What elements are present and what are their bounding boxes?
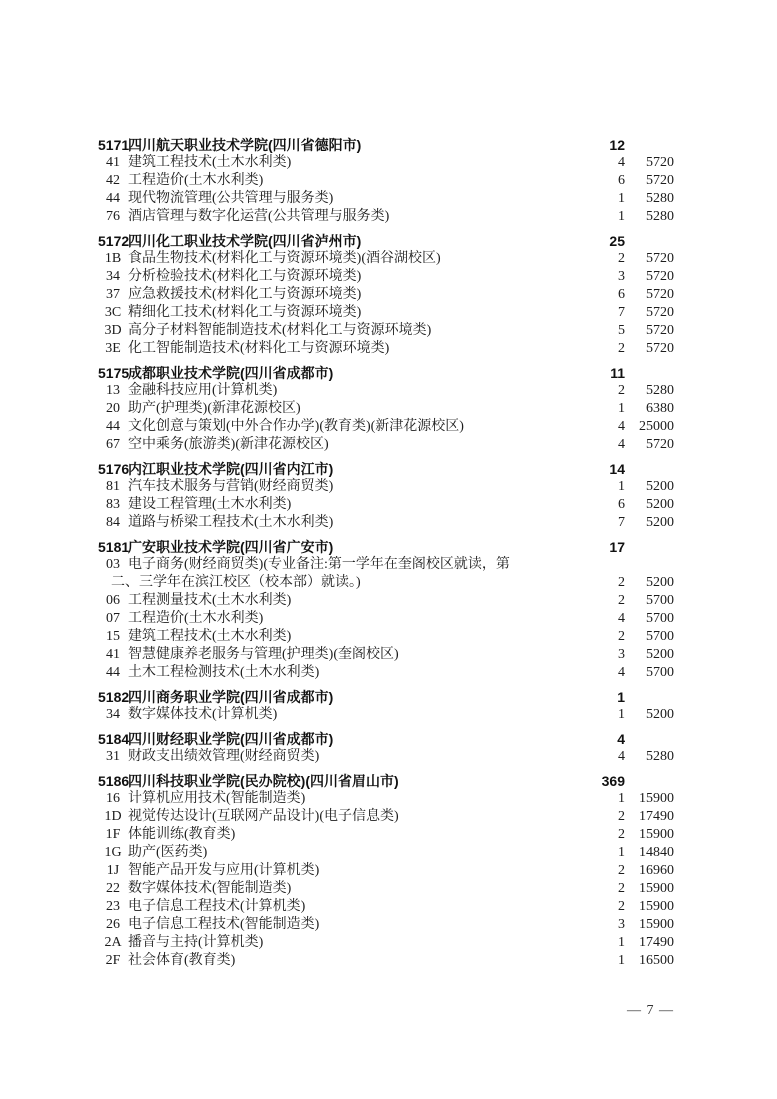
tuition-fee: 5720 — [646, 155, 674, 170]
institution-section — [0, 232, 777, 358]
tuition-fee: 6380 — [646, 401, 674, 416]
institution-code: 5172 — [98, 233, 130, 249]
tuition-fee: 17490 — [639, 809, 674, 824]
institution-total-count: 369 — [601, 773, 625, 789]
major-code: 3D — [104, 323, 122, 338]
institution-name: 四川化工职业技术学院(四川省泸州市) — [128, 233, 362, 249]
major-name: 分析检验技术(材料化工与资源环境类) — [128, 269, 362, 284]
institution-header-row — [0, 538, 777, 556]
major-name: 电子商务(财经商贸类)(专业备注:第一学年在奎阁校区就读，第 — [128, 557, 510, 572]
tuition-fee: 5200 — [646, 647, 674, 662]
major-row — [0, 646, 777, 664]
major-row — [0, 934, 777, 952]
institution-code: 5186 — [98, 773, 130, 789]
major-code: 2A — [104, 935, 122, 950]
tuition-fee: 16960 — [639, 863, 674, 878]
institution-code: 5176 — [98, 461, 130, 477]
plan-count: 1 — [618, 209, 625, 224]
major-row — [0, 952, 777, 970]
tuition-fee: 14840 — [639, 845, 674, 860]
plan-count: 3 — [618, 269, 625, 284]
plan-count: 2 — [618, 881, 625, 896]
plan-count: 1 — [618, 707, 625, 722]
major-row-continuation — [0, 574, 777, 592]
major-code: 41 — [106, 155, 120, 170]
institution-header-row — [0, 232, 777, 250]
major-code: 81 — [106, 479, 120, 494]
plan-count: 1 — [618, 845, 625, 860]
major-name: 食品生物技术(材料化工与资源环境类)(酒谷湖校区) — [128, 251, 441, 266]
major-row — [0, 436, 777, 454]
tuition-fee: 17490 — [639, 935, 674, 950]
major-code: 44 — [106, 665, 120, 680]
tuition-fee: 5280 — [646, 383, 674, 398]
major-code: 1J — [106, 863, 120, 878]
institution-name: 广安职业技术学院(四川省广安市) — [128, 539, 334, 555]
major-code: 42 — [106, 173, 120, 188]
plan-count: 6 — [618, 173, 625, 188]
institution-section — [0, 538, 777, 682]
major-row — [0, 208, 777, 226]
tuition-fee: 5200 — [646, 497, 674, 512]
major-row — [0, 790, 777, 808]
major-row — [0, 250, 777, 268]
major-row — [0, 154, 777, 172]
plan-count: 6 — [618, 287, 625, 302]
major-code: 06 — [106, 593, 120, 608]
major-row — [0, 496, 777, 514]
tuition-fee: 5720 — [646, 323, 674, 338]
major-row — [0, 826, 777, 844]
plan-count: 4 — [618, 611, 625, 626]
major-row — [0, 592, 777, 610]
plan-count: 2 — [618, 383, 625, 398]
major-row — [0, 556, 777, 574]
major-code: 13 — [106, 383, 120, 398]
major-row — [0, 844, 777, 862]
major-name: 道路与桥梁工程技术(土木水利类) — [128, 515, 334, 530]
institution-total-count: 1 — [617, 689, 625, 705]
plan-count: 2 — [618, 899, 625, 914]
major-name: 建筑工程技术(土木水利类) — [128, 629, 292, 644]
institution-total-count: 25 — [609, 233, 625, 249]
major-name: 助产(医药类) — [128, 845, 208, 860]
tuition-fee: 5200 — [646, 479, 674, 494]
institution-section — [0, 136, 777, 226]
institution-code: 5184 — [98, 731, 130, 747]
tuition-fee: 15900 — [639, 917, 674, 932]
major-name: 应急救援技术(材料化工与资源环境类) — [128, 287, 362, 302]
major-code: 44 — [106, 191, 120, 206]
tuition-fee: 15900 — [639, 827, 674, 842]
institution-total-count: 11 — [610, 365, 625, 381]
tuition-fee: 5200 — [646, 707, 674, 722]
plan-count: 4 — [618, 437, 625, 452]
tuition-fee: 5700 — [646, 611, 674, 626]
major-code: 3C — [104, 305, 122, 320]
major-name: 数字媒体技术(计算机类) — [128, 707, 278, 722]
major-row — [0, 808, 777, 826]
major-name: 智慧健康养老服务与管理(护理类)(奎阁校区) — [128, 647, 399, 662]
institution-total-count: 14 — [609, 461, 625, 477]
plan-count: 1 — [618, 479, 625, 494]
institution-header-row — [0, 772, 777, 790]
institution-section — [0, 688, 777, 724]
major-row — [0, 286, 777, 304]
major-code: 1G — [104, 845, 122, 860]
major-code: 1B — [104, 251, 122, 266]
major-name: 精细化工技术(材料化工与资源环境类) — [128, 305, 362, 320]
plan-count: 3 — [618, 647, 625, 662]
major-name: 文化创意与策划(中外合作办学)(教育类)(新津花源校区) — [128, 419, 464, 434]
major-code: 1D — [104, 809, 122, 824]
major-row — [0, 190, 777, 208]
tuition-fee: 16500 — [639, 953, 674, 968]
plan-count: 2 — [618, 341, 625, 356]
major-name: 工程测量技术(土木水利类) — [128, 593, 292, 608]
plan-count: 1 — [618, 935, 625, 950]
major-name: 视觉传达设计(互联网产品设计)(电子信息类) — [128, 809, 399, 824]
institution-name: 内江职业技术学院(四川省内江市) — [128, 461, 334, 477]
tuition-fee: 5720 — [646, 287, 674, 302]
institution-section — [0, 460, 777, 532]
major-row — [0, 898, 777, 916]
major-name: 空中乘务(旅游类)(新津花源校区) — [128, 437, 329, 452]
tuition-fee: 5200 — [646, 515, 674, 530]
tuition-fee: 5700 — [646, 629, 674, 644]
major-code: 37 — [106, 287, 120, 302]
major-row — [0, 418, 777, 436]
tuition-fee: 5280 — [646, 191, 674, 206]
institution-header-row — [0, 730, 777, 748]
major-name: 电子信息工程技术(计算机类) — [128, 899, 306, 914]
institution-name: 四川财经职业学院(四川省成都市) — [128, 731, 334, 747]
tuition-fee: 15900 — [639, 881, 674, 896]
major-code: 20 — [106, 401, 120, 416]
tuition-fee: 5720 — [646, 437, 674, 452]
institution-section — [0, 364, 777, 454]
tuition-fee: 5720 — [646, 341, 674, 356]
major-code: 34 — [106, 269, 120, 284]
plan-count: 1 — [618, 791, 625, 806]
plan-count: 7 — [618, 305, 625, 320]
institution-name: 四川航天职业技术学院(四川省德阳市) — [128, 137, 362, 153]
tuition-fee: 5700 — [646, 593, 674, 608]
major-code: 26 — [106, 917, 120, 932]
plan-count: 2 — [618, 251, 625, 266]
institution-name: 成都职业技术学院(四川省成都市) — [128, 365, 334, 381]
plan-count: 1 — [618, 191, 625, 206]
institution-code: 5181 — [98, 539, 130, 555]
major-name: 体能训练(教育类) — [128, 827, 236, 842]
major-row — [0, 628, 777, 646]
tuition-fee: 5280 — [646, 209, 674, 224]
tuition-fee: 5720 — [646, 305, 674, 320]
major-name: 智能产品开发与应用(计算机类) — [128, 863, 320, 878]
major-row — [0, 268, 777, 286]
major-row — [0, 514, 777, 532]
institution-header-row — [0, 136, 777, 154]
plan-count: 2 — [618, 863, 625, 878]
major-name: 工程造价(土木水利类) — [128, 611, 264, 626]
major-code: 83 — [106, 497, 120, 512]
major-code: 03 — [106, 557, 120, 572]
tuition-fee: 5720 — [646, 269, 674, 284]
institution-total-count: 12 — [609, 137, 625, 153]
page-number: — 7 — — [627, 1003, 674, 1018]
plan-count: 4 — [618, 749, 625, 764]
major-row — [0, 706, 777, 724]
major-name: 化工智能制造技术(材料化工与资源环境类) — [128, 341, 390, 356]
major-name: 高分子材料智能制造技术(材料化工与资源环境类) — [128, 323, 432, 338]
major-code: 34 — [106, 707, 120, 722]
major-name: 工程造价(土木水利类) — [128, 173, 264, 188]
major-row — [0, 880, 777, 898]
institution-section — [0, 772, 777, 970]
institution-header-row — [0, 688, 777, 706]
plan-count: 2 — [618, 629, 625, 644]
plan-count: 6 — [618, 497, 625, 512]
plan-count: 5 — [618, 323, 625, 338]
major-name: 现代物流管理(公共管理与服务类) — [128, 191, 334, 206]
major-name: 金融科技应用(计算机类) — [128, 383, 278, 398]
plan-count: 1 — [618, 401, 625, 416]
major-code: 31 — [106, 749, 120, 764]
major-row — [0, 340, 777, 358]
major-row — [0, 382, 777, 400]
major-code: 41 — [106, 647, 120, 662]
major-name: 助产(护理类)(新津花源校区) — [128, 401, 301, 416]
institution-total-count: 17 — [609, 539, 625, 555]
major-name: 汽车技术服务与营销(财经商贸类) — [128, 479, 334, 494]
major-row — [0, 862, 777, 880]
major-code: 3E — [105, 341, 121, 356]
plan-count: 7 — [618, 515, 625, 530]
tuition-fee: 15900 — [639, 791, 674, 806]
plan-count: 2 — [618, 593, 625, 608]
major-code: 07 — [106, 611, 120, 626]
major-name-continued: 二、三学年在滨江校区（校本部）就读。) — [111, 575, 361, 590]
major-code: 76 — [106, 209, 120, 224]
major-code: 23 — [106, 899, 120, 914]
plan-count: 3 — [618, 917, 625, 932]
major-code: 22 — [106, 881, 120, 896]
major-name: 酒店管理与数字化运营(公共管理与服务类) — [128, 209, 390, 224]
major-name: 播音与主持(计算机类) — [128, 935, 264, 950]
major-code: 44 — [106, 419, 120, 434]
plan-count: 4 — [618, 419, 625, 434]
major-name: 电子信息工程技术(智能制造类) — [128, 917, 320, 932]
tuition-fee: 5700 — [646, 665, 674, 680]
major-name: 建设工程管理(土木水利类) — [128, 497, 292, 512]
major-row — [0, 322, 777, 340]
tuition-fee: 5200 — [646, 575, 674, 590]
tuition-fee: 5720 — [646, 251, 674, 266]
major-code: 67 — [106, 437, 120, 452]
institution-total-count: 4 — [617, 731, 625, 747]
tuition-fee: 5720 — [646, 173, 674, 188]
major-row — [0, 916, 777, 934]
major-name: 社会体育(教育类) — [128, 953, 236, 968]
institution-name: 四川商务职业学院(四川省成都市) — [128, 689, 334, 705]
major-code: 15 — [106, 629, 120, 644]
plan-count: 2 — [618, 575, 625, 590]
institution-code: 5171 — [98, 137, 130, 153]
major-code: 16 — [106, 791, 120, 806]
institution-header-row — [0, 364, 777, 382]
major-code: 2F — [105, 953, 121, 968]
major-name: 计算机应用技术(智能制造类) — [128, 791, 306, 806]
major-code: 1F — [105, 827, 121, 842]
institution-section — [0, 730, 777, 766]
major-row — [0, 478, 777, 496]
major-row — [0, 400, 777, 418]
plan-count: 4 — [618, 155, 625, 170]
institution-code: 5182 — [98, 689, 130, 705]
major-name: 数字媒体技术(智能制造类) — [128, 881, 292, 896]
major-name: 土木工程检测技术(土木水利类) — [128, 665, 320, 680]
plan-count: 2 — [618, 809, 625, 824]
major-name: 财政支出绩效管理(财经商贸类) — [128, 749, 320, 764]
plan-count: 4 — [618, 665, 625, 680]
institution-name: 四川科技职业学院(民办院校)(四川省眉山市) — [128, 773, 399, 789]
major-row — [0, 610, 777, 628]
tuition-fee: 15900 — [639, 899, 674, 914]
admission-plan-table — [0, 130, 777, 970]
major-code: 84 — [106, 515, 120, 530]
tuition-fee: 25000 — [639, 419, 674, 434]
institution-code: 5175 — [98, 365, 130, 381]
plan-count: 2 — [618, 827, 625, 842]
major-name: 建筑工程技术(土木水利类) — [128, 155, 292, 170]
major-row — [0, 304, 777, 322]
major-row — [0, 172, 777, 190]
major-row — [0, 664, 777, 682]
major-row — [0, 748, 777, 766]
tuition-fee: 5280 — [646, 749, 674, 764]
plan-count: 1 — [618, 953, 625, 968]
institution-header-row — [0, 460, 777, 478]
